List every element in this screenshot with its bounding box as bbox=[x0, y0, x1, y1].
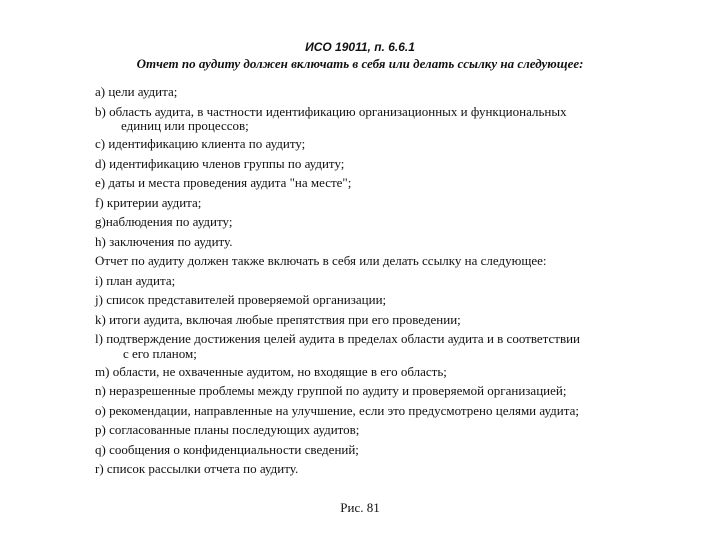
figure-caption: Рис. 81 bbox=[340, 500, 380, 515]
list-item: n) неразрешенные проблемы между группой по аудиту и проверяемой организацией; bbox=[95, 383, 567, 398]
list-item: p) согласованные планы последующих аудитов; bbox=[95, 422, 360, 437]
list-heading: Отчет по аудиту должен также включать в себя или делать ссылку на следующее: bbox=[95, 253, 547, 268]
list-item: b) область аудита, в частности идентификацию организационных и функциональных bbox=[95, 103, 567, 119]
list-item: r) список рассылки отчета по аудиту. bbox=[95, 461, 299, 476]
list-item-continuation: единиц или процессов; bbox=[121, 118, 249, 133]
document-subtitle: Отчет по аудиту должен включать в себя или делать ссылку на следующее: bbox=[136, 56, 584, 71]
list-item: k) итоги аудита, включая любые препятствия при его проведении; bbox=[95, 311, 461, 327]
list-item: l) подтверждение достижения целей аудита в пределах области аудита и в соответствии bbox=[95, 331, 580, 346]
requirements-list bbox=[95, 82, 630, 479]
list-item-continuation: с его планом; bbox=[123, 345, 197, 361]
document-title: ИСО 19011, п. 6.6.1 bbox=[305, 40, 415, 54]
list-item: a) цели аудита; bbox=[95, 84, 178, 99]
list-item: q) сообщения о конфиденциальности сведений; bbox=[95, 441, 359, 457]
list-item: g)наблюдения по аудиту; bbox=[95, 214, 233, 229]
list-item: c) идентификацию клиента по аудиту; bbox=[95, 136, 306, 151]
list-item: d) идентификацию членов группы по аудиту; bbox=[95, 155, 345, 171]
list-item: m) области, не охваченные аудитом, но входящие в его область; bbox=[95, 363, 447, 379]
list-item: j) список представителей проверяемой организации; bbox=[95, 292, 387, 307]
list-item: e) даты и места проведения аудита "на месте"; bbox=[95, 175, 352, 190]
list-item: o) рекомендации, направленные на улучшение, если это предусмотрено целями аудита; bbox=[95, 402, 579, 418]
list-item: f) критерии аудита; bbox=[95, 194, 202, 210]
list-item: h) заключения по аудиту. bbox=[95, 233, 233, 249]
list-item: i) план аудита; bbox=[95, 272, 176, 288]
